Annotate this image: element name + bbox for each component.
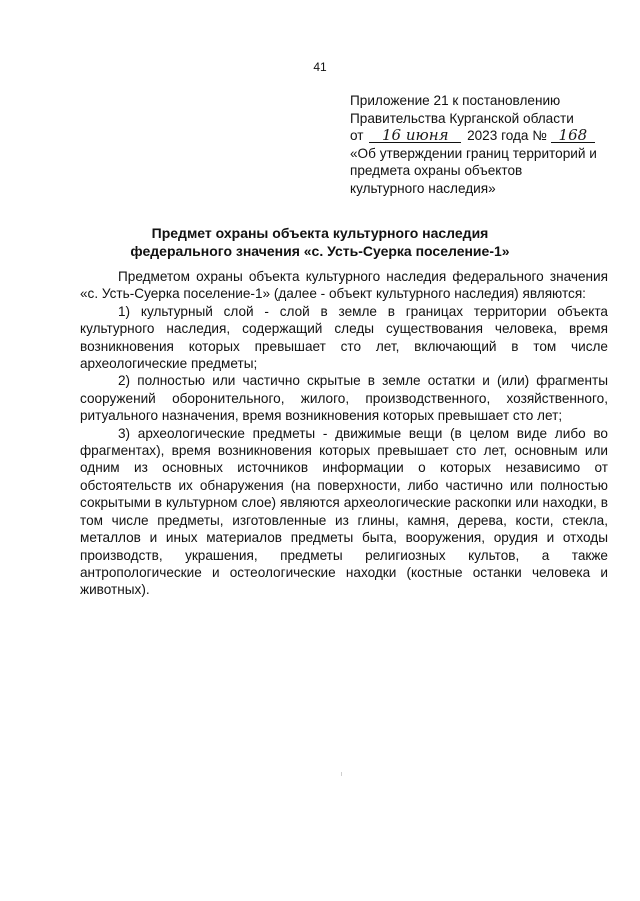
handwritten-date: 16 июня xyxy=(369,128,461,143)
page-number: 41 xyxy=(313,60,327,74)
appendix-header xyxy=(350,92,620,197)
handwritten-number: 168 xyxy=(551,128,595,143)
document-title xyxy=(0,225,640,260)
appendix-line-2: Правительства Курганской области xyxy=(350,110,574,126)
document-title-line-1: Предмет охраны объекта культурного наследия xyxy=(151,225,489,241)
item-1-paragraph: 1) культурный слой - слой в земле в границах территории объекта культурного наследия, содержащий следы существования человека, время возникновения которых превышает сто лет, включающий в том числе археологические предметы; xyxy=(80,303,608,372)
number-sign: № xyxy=(532,128,547,143)
intro-paragraph: Предметом охраны объекта культурного наследия федерального значения «с. Усть-Суерка поселение-1» (далее - объект культурного наследия) являются: xyxy=(80,269,608,302)
appendix-date-line xyxy=(350,127,620,145)
item-3-paragraph: 3) археологические предметы - движимые вещи (в целом виде либо во фрагментах), время возникновения которых превышает сто лет, основным или одним из основных источников информации о которых независимо от обстоятельств их обнаружения (на поверхности, либо частично или полностью сокрытыми в культурном слое) являются археологические раскопки или находки, в том числе предметы, изготовленные из глины, камня, дерева, кости, стекла, металлов и иных материалов предметы быта, вооружения, орудия и отходы производств, украшения, предметы религиозных культов, а также антропологические и остеологические находки (костные останки человека и животных). xyxy=(80,425,608,598)
year-text: 2023 года xyxy=(467,128,529,143)
item-2-paragraph: 2) полностью или частично скрытые в земле остатки и (или) фрагменты сооружений оборонительного, жилого, производственного, хозяйственного, ритуального назначения, время возникновения которых превышает сто лет; xyxy=(80,373,608,424)
scan-artifact xyxy=(341,772,342,776)
document-body xyxy=(80,268,608,599)
appendix-line-4: «Об утверждении границ территорий и xyxy=(350,145,597,161)
appendix-line-5: предмета охраны объектов xyxy=(350,163,523,178)
appendix-line-6: культурного наследия» xyxy=(350,180,496,196)
from-label: от xyxy=(350,128,364,143)
appendix-line-1: Приложение 21 к постановлению xyxy=(350,93,561,108)
document-title-line-2: федерального значения «с. Усть-Суерка поселение-1» xyxy=(130,242,510,259)
